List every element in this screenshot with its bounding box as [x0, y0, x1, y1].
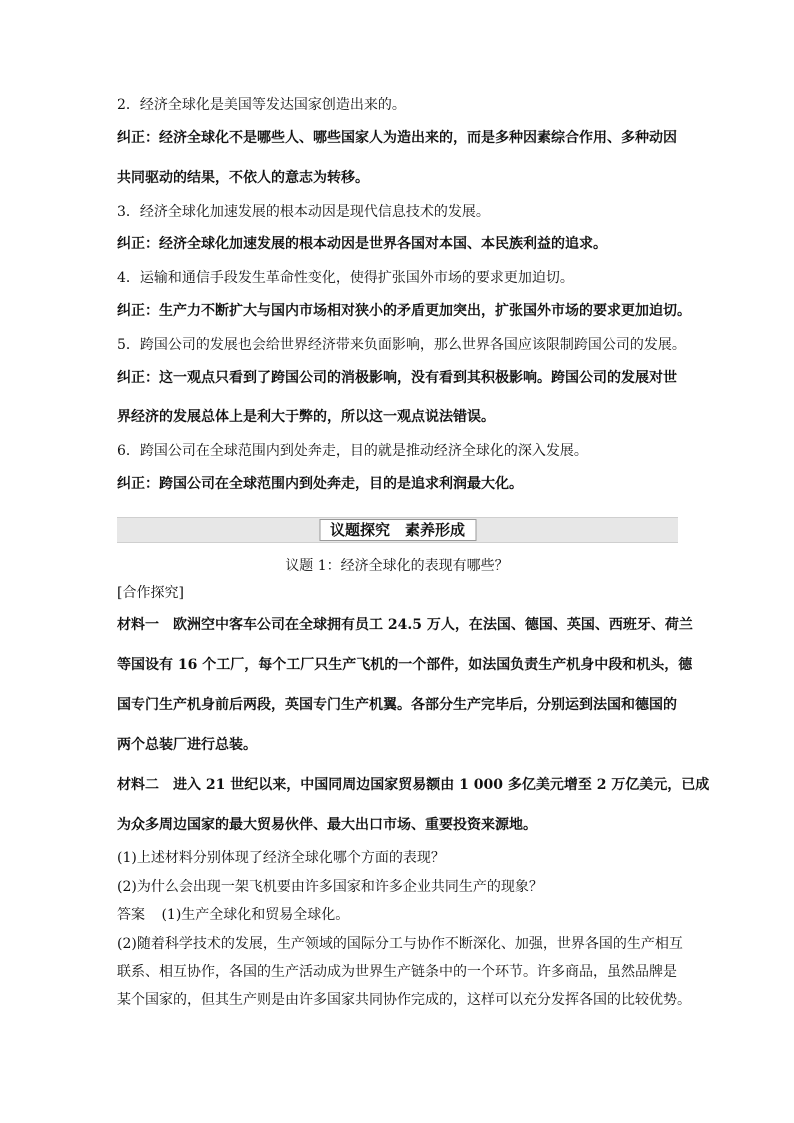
- material1-line2: 等国设有 16 个工厂，每个工厂只生产飞机的一个部件，如法国负责生产机身中段和机头，德: [117, 657, 693, 673]
- answer-1: (1)生产全球化和贸易全球化。: [161, 907, 350, 923]
- answer-2-line3: 某个国家的，但其生产则是由许多国家共同协作完成的，这样可以充分发挥各国的比较优势。: [117, 992, 691, 1008]
- question-1: (1)上述材料分别体现了经济全球化哪个方面的表现？: [117, 850, 445, 866]
- section-label: [合作探究]: [117, 585, 184, 601]
- section-banner: [117, 517, 678, 543]
- material2-line1: 材料二 进入 21 世纪以来，中国同周边国家贸易额由 1 000 多亿美元增至 2 万亿美元，已成: [117, 777, 710, 793]
- statement-2: 2．经济全球化是美国等发达国家创造出来的。: [117, 97, 406, 113]
- answer-1-row: [117, 905, 677, 925]
- material1-line4: 两个总装厂进行总装。: [117, 737, 257, 753]
- material2-line2: 为众多周边国家的最大贸易伙伴、最大出口市场、重要投资来源地。: [117, 817, 537, 833]
- answer-2-line2: 联系、相互协作，各国的生产活动成为世界生产链条中的一个环节。许多商品，虽然品牌是: [117, 964, 677, 980]
- correction-6: 纠正：跨国公司在全球范围内到处奔走，目的是追求利润最大化。: [117, 476, 523, 492]
- correction-4: 纠正：生产力不断扩大与国内市场相对狭小的矛盾更加突出，扩张国外市场的要求更加迫切。: [117, 303, 691, 319]
- section-banner-title: 议题探究 素养形成: [319, 519, 476, 541]
- correction-5-line1: 纠正：这一观点只看到了跨国公司的消极影响，没有看到其积极影响。跨国公司的发展对世: [117, 370, 677, 386]
- material1-line1: 材料一 欧洲空中客车公司在全球拥有员工 24.5 万人，在法国、德国、英国、西班牙、荷兰: [117, 617, 693, 633]
- correction-3: 纠正：经济全球化加速发展的根本动因是世界各国对本国、本民族利益的追求。: [117, 236, 607, 252]
- statement-5: 5．跨国公司的发展也会给世界经济带来负面影响，那么世界各国应该限制跨国公司的发展。: [117, 337, 686, 353]
- answer-2-line1: (2)随着科学技术的发展，生产领域的国际分工与协作不断深化、加强，世界各国的生产相互: [117, 936, 683, 952]
- statement-4: 4．运输和通信手段发生革命性变化，使得扩张国外市场的要求更加迫切。: [117, 270, 574, 286]
- topic-title: 议题 1：经济全球化的表现有哪些？: [285, 558, 509, 574]
- statement-3: 3．经济全球化加速发展的根本动因是现代信息技术的发展。: [117, 204, 490, 220]
- correction-2-line1: 纠正：经济全球化不是哪些人、哪些国家人为造出来的，而是多种因素综合作用、多种动因: [117, 130, 677, 146]
- correction-5-line2: 界经济的发展总体上是利大于弊的，所以这一观点说法错误。: [117, 409, 495, 425]
- question-2: (2)为什么会出现一架飞机要由许多国家和许多企业共同生产的现象？: [117, 879, 543, 895]
- answer-label: 答案: [117, 907, 145, 923]
- correction-2-line2: 共同驱动的结果，不依人的意志为转移。: [117, 170, 369, 186]
- statement-6: 6．跨国公司在全球范围内到处奔走，目的就是推动经济全球化的深入发展。: [117, 443, 588, 459]
- material1-line3: 国专门生产机身前后两段，英国专门生产机翼。各部分生产完毕后，分别运到法国和德国的: [117, 697, 677, 713]
